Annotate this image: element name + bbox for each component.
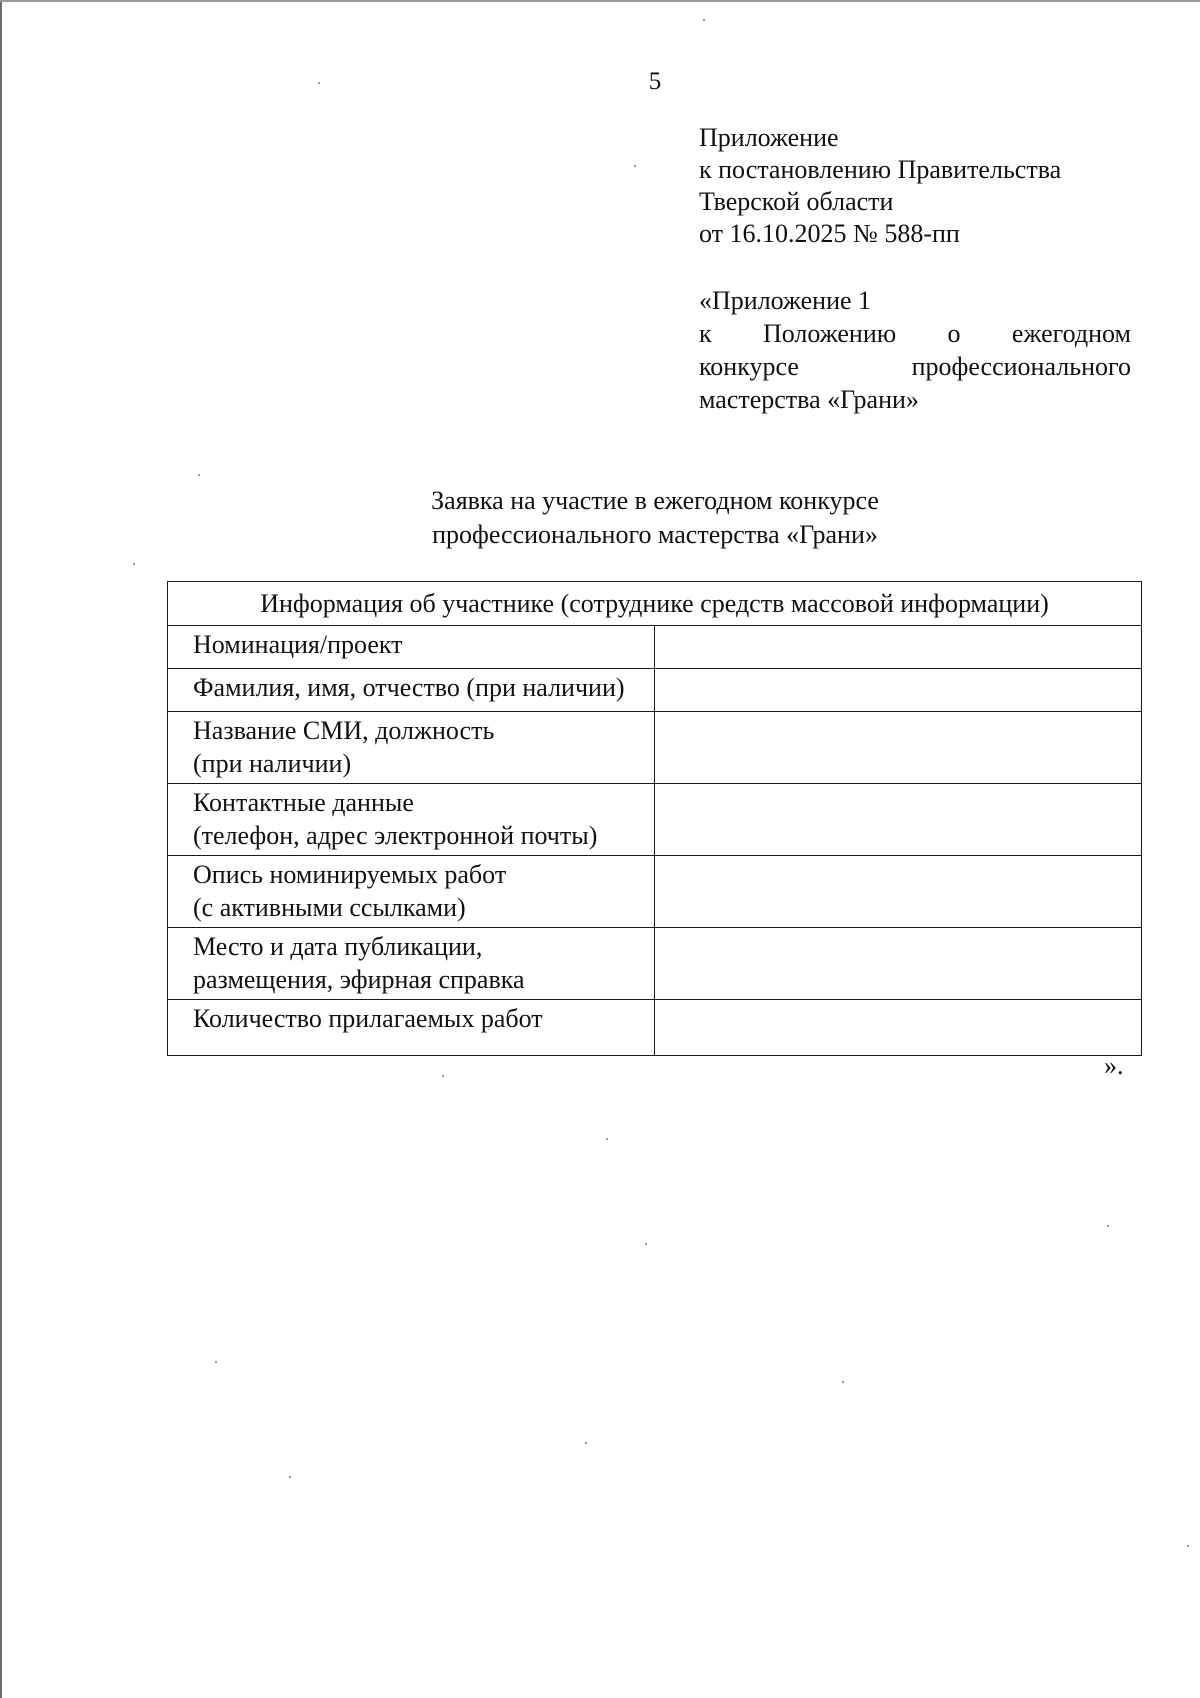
- row-label: [168, 784, 655, 856]
- row-label-line: Опись номинируемых работ: [193, 860, 507, 889]
- appendix-line: Приложение: [699, 123, 839, 152]
- scan-speck: [318, 82, 320, 84]
- scan-speck: [634, 165, 636, 167]
- table-row: [168, 712, 1142, 784]
- table-header-row: [168, 582, 1142, 626]
- form-title: [300, 484, 1010, 552]
- scan-speck: [703, 19, 705, 21]
- row-value-field[interactable]: [655, 856, 1142, 928]
- appendix-ref-word: ежегодном: [1011, 319, 1131, 348]
- form-title-line: Заявка на участие в ежегодном конкурсе: [431, 486, 879, 515]
- appendix-ref-word: о: [947, 319, 961, 348]
- appendix-line: Тверской области: [699, 187, 894, 216]
- table-row: [168, 1000, 1142, 1056]
- row-label-line: Контактные данные: [193, 788, 414, 817]
- row-label-line: размещения, эфирная справка: [193, 965, 525, 994]
- row-label-line: Фамилия, имя, отчество (при наличии): [193, 673, 625, 702]
- appendix-ref-line: [699, 317, 1131, 350]
- scan-speck: [842, 1381, 844, 1383]
- row-value-field[interactable]: [655, 1000, 1142, 1056]
- closing-quote: ».: [1104, 1051, 1124, 1080]
- row-label-line: (телефон, адрес электронной почты): [193, 821, 598, 850]
- appendix-ref-word: профессионального: [911, 352, 1131, 381]
- table-row: [168, 928, 1142, 1000]
- appendix-ref-line: мастерства «Грани»: [699, 385, 919, 414]
- application-form-table: [167, 581, 1142, 1056]
- scan-speck: [585, 1442, 587, 1444]
- appendix-ref-word: Положению: [763, 319, 897, 348]
- appendix-ref-word: к: [699, 319, 712, 348]
- appendix-line: к постановлению Правительства: [699, 155, 1062, 184]
- scan-speck: [289, 1476, 291, 1478]
- scan-edge-top: [0, 0, 1200, 2]
- scan-speck: [442, 1075, 444, 1077]
- row-value-field[interactable]: [655, 784, 1142, 856]
- row-label-line: Количество прилагаемых работ: [193, 1004, 543, 1033]
- scan-edge-left: [0, 0, 2, 1698]
- scan-speck: [1187, 1545, 1189, 1547]
- scan-speck: [1107, 1225, 1109, 1227]
- table-row: [168, 856, 1142, 928]
- row-label-line: (с активными ссылками): [193, 893, 466, 922]
- row-label-line: Номинация/проект: [193, 630, 403, 659]
- row-label-line: (при наличии): [193, 749, 352, 778]
- page-number: 5: [648, 68, 662, 95]
- row-value-field[interactable]: [655, 928, 1142, 1000]
- row-label-line: Название СМИ, должность: [193, 716, 495, 745]
- scan-speck: [133, 563, 135, 565]
- table-row: [168, 626, 1142, 669]
- scan-speck: [645, 1243, 647, 1245]
- appendix-ref-line: «Приложение 1: [699, 286, 872, 315]
- row-label-line: Место и дата публикации,: [193, 932, 483, 961]
- form-title-line: профессионального мастерства «Грани»: [432, 520, 878, 549]
- table-row: [168, 784, 1142, 856]
- scan-speck: [198, 474, 200, 476]
- scan-speck: [606, 1138, 608, 1140]
- appendix-ref-word: конкурсе: [699, 352, 799, 381]
- scan-speck: [215, 1361, 217, 1363]
- row-value-field[interactable]: [655, 669, 1142, 712]
- appendix-ref-line: [699, 350, 1131, 383]
- appendix-reference: [699, 284, 1131, 416]
- row-label: [168, 712, 655, 784]
- row-label: [168, 1000, 655, 1056]
- row-label: [168, 626, 655, 669]
- row-value-field[interactable]: [655, 712, 1142, 784]
- table-header-cell: Информация об участнике (сотруднике средств массовой информации): [168, 582, 1142, 626]
- appendix-line: от 16.10.2025 № 588-пп: [699, 219, 960, 248]
- row-label: [168, 928, 655, 1000]
- row-label: [168, 669, 655, 712]
- appendix-header: [699, 122, 1131, 250]
- table-row: [168, 669, 1142, 712]
- row-value-field[interactable]: [655, 626, 1142, 669]
- row-label: [168, 856, 655, 928]
